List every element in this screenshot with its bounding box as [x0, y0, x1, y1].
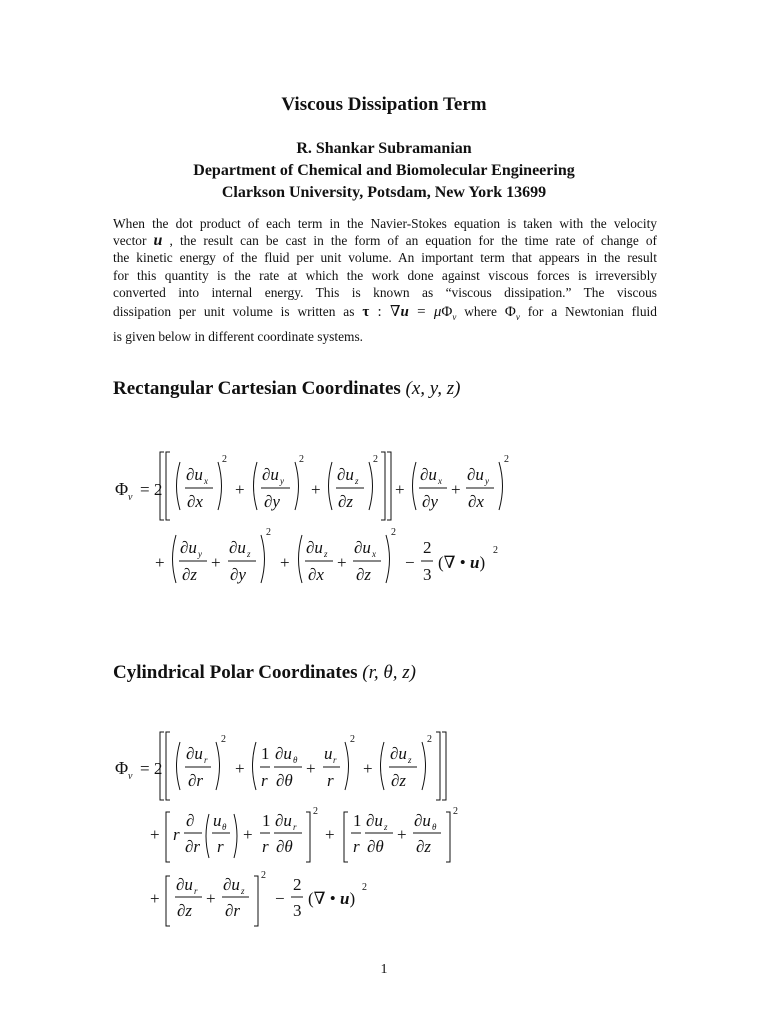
- svg-text:+: +: [211, 553, 221, 572]
- author-block: [0, 138, 768, 204]
- svg-text:∂r: ∂r: [188, 771, 204, 790]
- svg-text:+: +: [311, 480, 321, 499]
- svg-text:r: r: [327, 771, 334, 790]
- svg-text:r: r: [353, 837, 360, 856]
- svg-text:∂u: ∂u: [229, 538, 246, 557]
- svg-text:2: 2: [391, 527, 396, 538]
- svg-text:∂θ: ∂θ: [276, 837, 293, 856]
- svg-text:∂u: ∂u: [420, 465, 437, 484]
- svg-text:∂u: ∂u: [186, 465, 203, 484]
- svg-text:∂z: ∂z: [338, 492, 354, 511]
- svg-text:θ: θ: [293, 755, 298, 765]
- svg-text:+: +: [395, 480, 405, 499]
- svg-text:2: 2: [493, 545, 498, 556]
- paragraph-line: [113, 301, 657, 328]
- svg-text:u: u: [213, 811, 222, 830]
- svg-text:r: r: [194, 886, 198, 896]
- paragraph-text: where: [464, 304, 497, 320]
- svg-text:∂u: ∂u: [337, 465, 354, 484]
- svg-text:∂y: ∂y: [230, 565, 246, 584]
- svg-text:+: +: [150, 889, 160, 908]
- svg-text:∂z: ∂z: [177, 901, 193, 920]
- svg-text:∂u: ∂u: [306, 538, 323, 557]
- svg-text:2: 2: [362, 882, 367, 893]
- svg-text:r: r: [293, 822, 297, 832]
- svg-text:z: z: [247, 549, 251, 559]
- section-coordinates: (r, θ, z): [362, 662, 416, 683]
- svg-text:1: 1: [353, 811, 362, 830]
- svg-text:+: +: [150, 825, 160, 844]
- svg-text:∂x: ∂x: [468, 492, 484, 511]
- section-heading-cartesian: [113, 378, 460, 400]
- velocity-symbol: u: [153, 232, 163, 250]
- svg-text:+: +: [397, 825, 407, 844]
- section-heading-text: Cylindrical Polar Coordinates: [113, 662, 358, 683]
- svg-text:∂u: ∂u: [354, 538, 371, 557]
- svg-text:x: x: [372, 549, 376, 559]
- svg-text:2: 2: [423, 538, 432, 557]
- author-name: R. Shankar Subramanian: [296, 140, 472, 157]
- svg-text:z: z: [408, 755, 412, 765]
- paragraph-line: When the dot product of each term in the Navier-Stokes equation is taken with the velocity: [113, 216, 657, 231]
- svg-text:x: x: [438, 476, 442, 486]
- svg-text:∂u: ∂u: [275, 744, 292, 763]
- svg-text:∂u: ∂u: [414, 811, 431, 830]
- svg-text:z: z: [384, 822, 388, 832]
- page-number: 1: [380, 962, 388, 977]
- svg-text:= 2: = 2: [140, 759, 163, 778]
- svg-text:r: r: [173, 825, 180, 844]
- svg-text:2: 2: [373, 454, 378, 465]
- svg-text:2: 2: [266, 527, 271, 538]
- svg-text:Φ: Φ: [115, 758, 129, 778]
- svg-text:∂u: ∂u: [366, 811, 383, 830]
- svg-text:z: z: [355, 476, 359, 486]
- svg-text:∂z: ∂z: [182, 565, 198, 584]
- svg-text:2: 2: [350, 734, 355, 745]
- svg-text:+: +: [206, 889, 216, 908]
- svg-text:Φ: Φ: [115, 479, 129, 499]
- svg-text:∂u: ∂u: [467, 465, 484, 484]
- svg-text:∂y: ∂y: [264, 492, 280, 511]
- svg-text:y: y: [485, 476, 489, 486]
- paragraph-text: vector: [113, 233, 147, 249]
- svg-text:2: 2: [453, 806, 458, 817]
- svg-text:+: +: [325, 825, 335, 844]
- svg-text:∂x: ∂x: [187, 492, 203, 511]
- paragraph-line: converted into internal energy. This is known as “viscous dissipation.” The viscous: [113, 284, 657, 300]
- svg-text:+: +: [155, 553, 165, 572]
- svg-text:(∇ • u): (∇ • u): [438, 553, 486, 572]
- svg-text:x: x: [204, 476, 208, 486]
- svg-text:3: 3: [423, 565, 432, 584]
- svg-text:−: −: [275, 889, 285, 908]
- paragraph-line: for this quantity is the rate at which the work done against viscous forces is irreversibly: [113, 267, 657, 283]
- svg-text:∂z: ∂z: [416, 837, 432, 856]
- svg-text:+: +: [235, 759, 245, 778]
- svg-text:∂u: ∂u: [186, 744, 203, 763]
- svg-text:∂u: ∂u: [223, 875, 240, 894]
- svg-text:2: 2: [299, 454, 304, 465]
- svg-text:+: +: [306, 759, 316, 778]
- svg-text:1: 1: [261, 744, 270, 763]
- cartesian-dissipation-equation: [100, 440, 540, 615]
- svg-text:= 2: = 2: [140, 480, 163, 499]
- svg-text:v: v: [128, 771, 133, 782]
- department-name: Department of Chemical and Biomolecular Engineering: [193, 162, 575, 179]
- svg-text:∂u: ∂u: [275, 811, 292, 830]
- svg-text:+: +: [280, 553, 290, 572]
- svg-text:∂θ: ∂θ: [367, 837, 384, 856]
- svg-text:z: z: [241, 886, 245, 896]
- svg-text:3: 3: [293, 901, 302, 920]
- svg-text:∂x: ∂x: [308, 565, 324, 584]
- svg-text:v: v: [128, 492, 133, 503]
- svg-text:2: 2: [222, 454, 227, 465]
- section-coordinates: (x, y, z): [405, 378, 461, 399]
- cylindrical-dissipation-equation: [100, 728, 480, 933]
- svg-text:r: r: [333, 755, 337, 765]
- document-title: Viscous Dissipation Term: [281, 94, 487, 115]
- svg-text:∂u: ∂u: [176, 875, 193, 894]
- svg-text:∂θ: ∂θ: [276, 771, 293, 790]
- phi-symbol: $\Phi_v$: [504, 304, 520, 323]
- svg-text:+: +: [243, 825, 253, 844]
- paragraph-line: is given below in different coordinate systems.: [113, 329, 364, 345]
- svg-text:r: r: [204, 755, 208, 765]
- svg-text:∂u: ∂u: [262, 465, 279, 484]
- svg-text:+: +: [337, 553, 347, 572]
- svg-text:∂u: ∂u: [390, 744, 407, 763]
- svg-text:2: 2: [504, 454, 509, 465]
- svg-text:∂r: ∂r: [225, 901, 241, 920]
- svg-text:1: 1: [262, 811, 271, 830]
- svg-text:+: +: [235, 480, 245, 499]
- svg-text:−: −: [405, 553, 415, 572]
- svg-text:(∇ • u): (∇ • u): [308, 889, 356, 908]
- section-heading-text: Rectangular Cartesian Coordinates: [113, 378, 401, 399]
- section-heading-cylindrical: [113, 662, 416, 684]
- svg-text:∂: ∂: [186, 811, 195, 830]
- svg-text:∂r: ∂r: [185, 837, 201, 856]
- svg-text:+: +: [363, 759, 373, 778]
- svg-text:u: u: [324, 744, 333, 763]
- paragraph-line: the kinetic energy of the fluid per unit volume. An important term that appears in the result: [113, 250, 657, 266]
- paragraph-text: , the result can be cast in the form of an equation for the time rate of change of: [169, 233, 657, 249]
- svg-text:∂u: ∂u: [180, 538, 197, 557]
- intro-paragraph: [113, 215, 657, 345]
- svg-text:2: 2: [221, 734, 226, 745]
- svg-text:θ: θ: [432, 822, 437, 832]
- svg-text:2: 2: [261, 870, 266, 881]
- affiliation: Clarkson University, Potsdam, New York 13699: [221, 184, 547, 201]
- svg-text:∂z: ∂z: [356, 565, 372, 584]
- svg-text:y: y: [280, 476, 284, 486]
- svg-text:2: 2: [293, 875, 302, 894]
- svg-text:r: r: [217, 837, 224, 856]
- svg-text:r: r: [262, 837, 269, 856]
- paragraph-line: [113, 232, 657, 249]
- paragraph-text: dissipation per unit volume is written as: [113, 304, 355, 320]
- svg-text:r: r: [261, 771, 268, 790]
- svg-text:z: z: [324, 549, 328, 559]
- svg-text:y: y: [198, 549, 202, 559]
- svg-text:∂z: ∂z: [391, 771, 407, 790]
- svg-text:θ: θ: [222, 822, 227, 832]
- svg-text:∂y: ∂y: [422, 492, 438, 511]
- svg-text:+: +: [451, 480, 461, 499]
- paragraph-text: for a Newtonian fluid: [527, 304, 657, 320]
- svg-text:2: 2: [427, 734, 432, 745]
- svg-text:2: 2: [313, 806, 318, 817]
- dissipation-expression: τ : $\nabla u = \mu\Phi_v$: [362, 304, 457, 323]
